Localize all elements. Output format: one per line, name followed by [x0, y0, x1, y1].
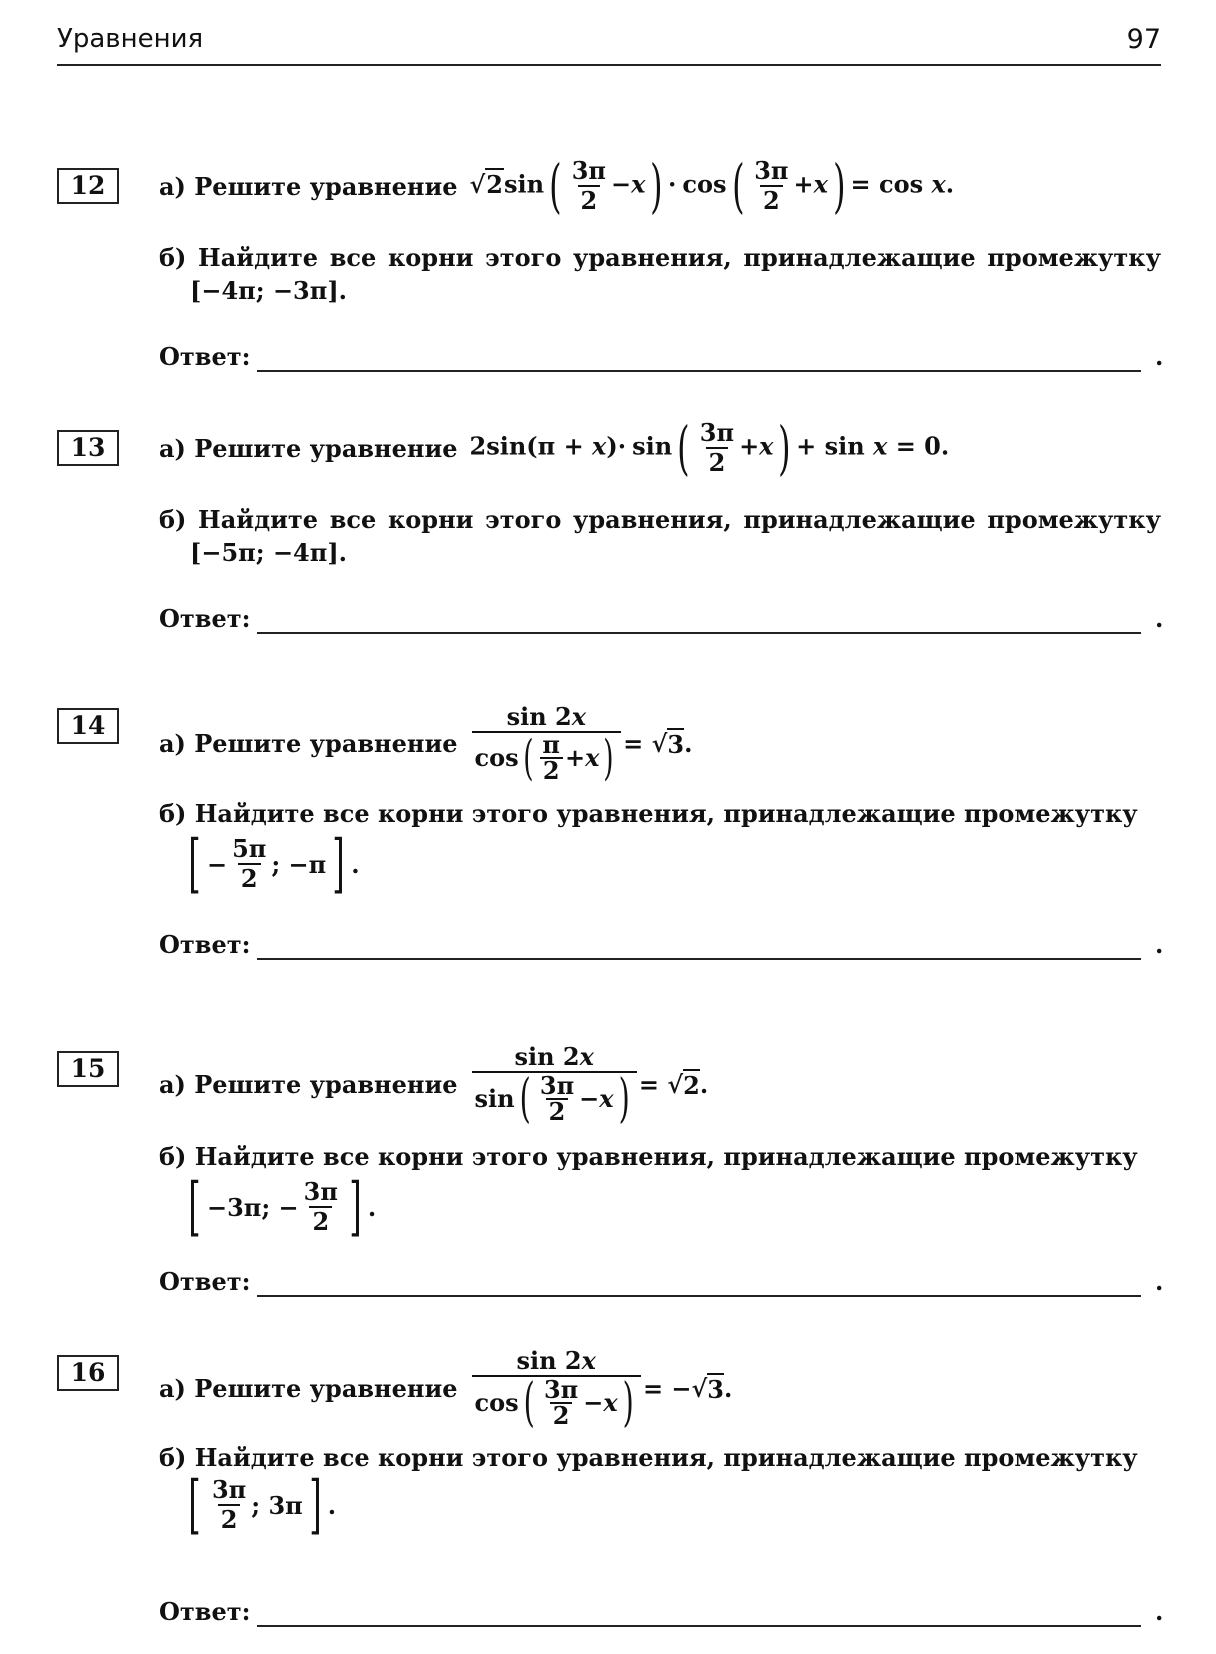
equation-text — [0, 0, 1, 1]
answer-field[interactable] — [257, 1625, 1141, 1627]
page-header — [57, 24, 1161, 66]
part-a — [159, 146, 954, 226]
part-b — [159, 502, 1161, 537]
equation: sin 2x sin ( $\frac{3\pi}{2}$ − x ) = √ 2 . — [470, 1043, 709, 1125]
problem-number: 12 — [57, 168, 119, 204]
part-a — [159, 408, 949, 488]
answer-dot: . — [1155, 1267, 1164, 1296]
problem-number: 13 — [57, 430, 119, 466]
equation: √2sin( $\frac{3\pi}{2}$ −x) · cos( $\frac{3\pi}{2}$ +x) = cos x. — [469, 152, 955, 220]
part-a — [159, 688, 692, 798]
answer-dot: . — [1155, 930, 1164, 959]
problem-number: 14 — [57, 708, 119, 744]
part-a-label: а) Решите уравнение — [159, 433, 458, 463]
part-a-label: а) Решите уравнение — [159, 728, 458, 758]
equation: 2sin(π + x)· sin( $\frac{3\pi}{2}$ +x) + sin x = 0. — [469, 414, 950, 482]
part-b — [159, 796, 1161, 831]
answer-field[interactable] — [257, 958, 1141, 960]
answer-label: Ответ: — [159, 1597, 251, 1626]
part-a-label: а) Решите уравнение — [159, 1373, 458, 1403]
problem-number: 15 — [57, 1051, 119, 1087]
answer-row — [159, 930, 1163, 962]
answer-row — [159, 1597, 1163, 1629]
part-a-label: а) Решите уравнение — [159, 171, 458, 201]
answer-dot: . — [1155, 342, 1164, 371]
answer-dot: . — [1155, 604, 1164, 633]
answer-row — [159, 342, 1163, 374]
part-b-text: б) Найдите все корни этого уравнения, принадлежащие промежутку — [159, 505, 1161, 534]
part-b — [159, 1139, 1161, 1174]
part-b-text: б) Найдите все корни этого уравнения, принадлежащие промежутку — [159, 1443, 1138, 1472]
answer-field[interactable] — [257, 1295, 1141, 1297]
part-a — [159, 1029, 708, 1139]
answer-label: Ответ: — [159, 342, 251, 371]
answer-label: Ответ: — [159, 930, 251, 959]
answer-field[interactable] — [257, 370, 1141, 372]
answer-row — [159, 1267, 1163, 1299]
interval: [ − $\frac{5\pi}{2}$ ; −π ] . — [188, 827, 360, 901]
interval: [−4π; −3π]. — [190, 276, 348, 305]
answer-label: Ответ: — [159, 604, 251, 633]
equation: sin 2x cos ( $\frac{3\pi}{2}$ − x ) = −√ 3 . — [470, 1347, 733, 1429]
interval: [−5π; −4π]. — [190, 538, 348, 567]
part-b-text: б) Найдите все корни этого уравнения, принадлежащие промежутку — [159, 243, 1161, 272]
answer-field[interactable] — [257, 632, 1141, 634]
part-a-label: а) Решите уравнение — [159, 1069, 458, 1099]
equation: sin 2x cos ( $\frac{\pi}{2}$ + x ) = √ 3 . — [470, 703, 693, 783]
part-b-text: б) Найдите все корни этого уравнения, принадлежащие промежутку — [159, 1142, 1138, 1171]
page-number: 97 — [1126, 24, 1161, 55]
interval: [ $\frac{3\pi}{2}$ ; 3π ] . — [188, 1468, 337, 1542]
part-b-text: б) Найдите все корни этого уравнения, принадлежащие промежутку — [159, 799, 1138, 828]
interval: [ −3π; − $\frac{3\pi}{2}$ ] . — [188, 1170, 377, 1244]
part-a — [159, 1333, 732, 1443]
answer-label: Ответ: — [159, 1267, 251, 1296]
answer-dot: . — [1155, 1597, 1164, 1626]
part-b — [159, 240, 1161, 275]
section-title: Уравнения — [57, 24, 204, 54]
answer-row — [159, 604, 1163, 636]
problem-number: 16 — [57, 1355, 119, 1391]
